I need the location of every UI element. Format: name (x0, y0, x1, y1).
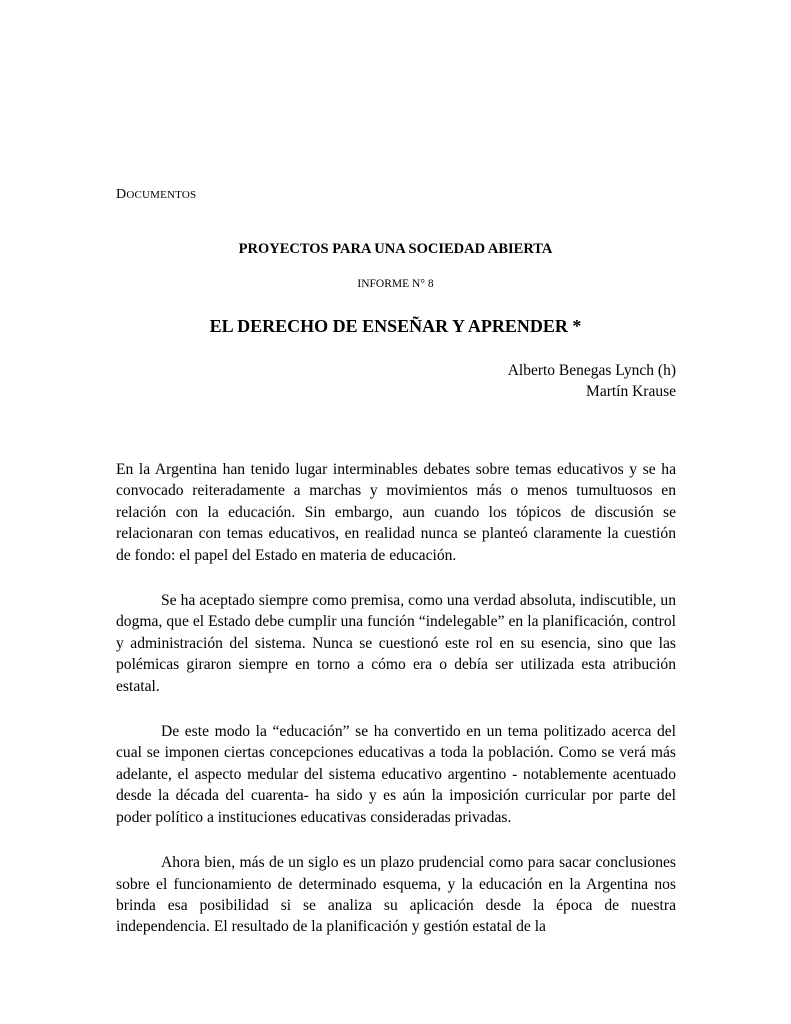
author-name: Alberto Benegas Lynch (h) (507, 362, 676, 379)
section-label-initial: D (116, 187, 127, 202)
report-number: INFORME N° 8 (357, 278, 434, 290)
section-label (116, 187, 196, 203)
series-title: PROYECTOS PARA UNA SOCIEDAD ABIERTA (238, 241, 553, 257)
paragraph: De este modo la “educación” se ha convertido en un tema politizado acerca del cual se imponen ciertas concepciones educativas a toda la población. Como se verá más adelante, el aspecto medular del sistema educativo argentino - notablemente acentuado desde la década del cuarenta- ha sido y es aún la imposición curricular por parte del poder político a instituciones educativas consideradas privadas. (116, 723, 676, 826)
paragraph: En la Argentina han tenido lugar interminables debates sobre temas educativos y se ha convocado reiteradamente a marchas y movimientos más o menos tumultuosos en relación con la educación. Sin embargo, aun cuando los tópicos de discusión se relacionaran con temas educativos, en realidad nunca se planteó claramente la cuestión de fondo: el papel del Estado en materia de educación. (116, 461, 676, 564)
paragraph: Se ha aceptado siempre como premisa, como una verdad absoluta, indiscutible, un dogma, que el Estado debe cumplir una función “indelegable” en la planificación, control y administración del sistema. Nunca se cuestionó este rol en su esencia, sino que las polémicas giraron siempre en torno a cómo era o debía ser utilizada esta atribución estatal. (116, 592, 676, 695)
author-name: Martín Krause (586, 383, 676, 400)
paragraph: Ahora bien, más de un siglo es un plazo prudencial como para sacar conclusiones sobre el funcionamiento de determinado esquema, y la educación en la Argentina nos brinda esa posibilidad si se analiza su aplicación desde la época de nuestra independencia. El resultado de la planificación y gestión estatal de la (116, 854, 676, 936)
authors-block (508, 360, 676, 402)
main-title: EL DERECHO DE ENSEÑAR Y APRENDER * (209, 316, 582, 336)
section-label-rest: OCUMENTOS (126, 189, 197, 201)
body-text (116, 459, 676, 962)
